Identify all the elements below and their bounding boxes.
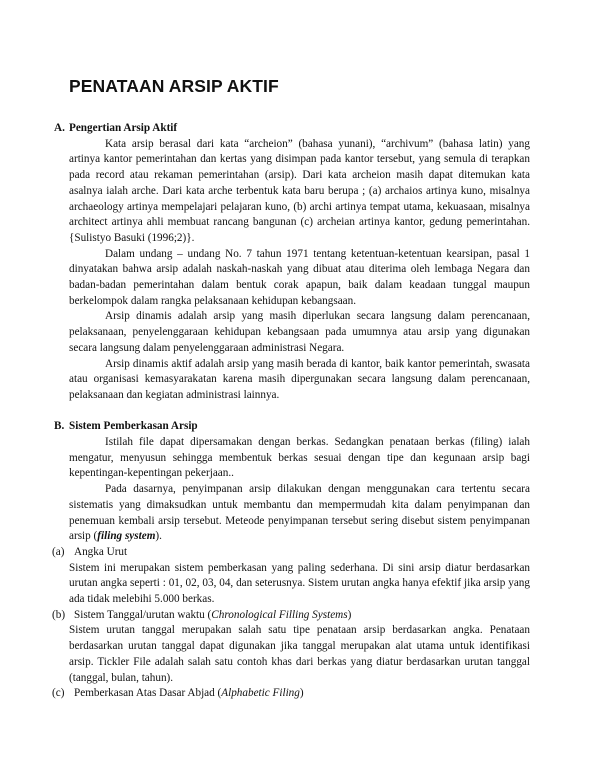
list-item-c-label: (c) xyxy=(52,687,65,700)
section-spacer xyxy=(69,404,530,420)
section-b-number: B. xyxy=(54,420,65,433)
section-a-heading xyxy=(54,121,530,137)
list-item-c-title-text: Pemberkasan Atas Dasar Abjad ( xyxy=(74,687,222,700)
list-item-b-title-end: ) xyxy=(347,608,352,621)
section-a-paragraph-1: Kata arsip berasal dari kata “archeion” (bahasa yunani), “archivum” (bahasa latin) yang artinya kantor pemerintahan dan kertas yang disimpan pada kantor tersebut, yang semula di terapkan pada record atau rekaman pemerintahan (arsip). Dari kata archeion masih dapat ditemukan kata asalnya ialah arche. Dari kata arche terbentuk kata baru berupa ; (a) archaios artinya kuno, misalnya archaeology artinya mempelajari pelajaran kuno, (b) archi artinya tempat utama, kekuasaan, misalnya architect artinya ahli membuat rancang bangunan (c) archeian artinya kantor, gedung pemerintahan. {Sulistyo Basuki (1996;2)}. xyxy=(69,137,530,244)
section-a-paragraph-4: Arsip dinamis aktif adalah arsip yang masih berada di kantor, baik kantor pemerintah, swasata atau organisasi kemasyarakatan karena masih dipergunakan secara langsung dalam perencanaan, pelaksanaan dan kegiatan administrasi lainnya. xyxy=(69,357,530,401)
list-item-b-title xyxy=(74,608,351,624)
list-item-b-heading xyxy=(52,608,530,624)
list-item-a-body: Sistem ini merupakan sistem pemberkasan yang paling sederhana. Di sini arsip diatur berdasarkan urutan angka seperti : 01, 02, 03, 04, dan seterusnya. Sistem urutan angka hanya efektif jika arsip yang ada tidak melebihi 5.000 berkas. xyxy=(69,561,530,606)
section-b-paragraph-2-end: ). xyxy=(155,530,162,543)
list-item-a-title: Angka Urut xyxy=(74,545,128,558)
section-a-title: Pengertian Arsip Aktif xyxy=(69,122,178,134)
filing-system-term: filing system xyxy=(97,530,156,543)
section-a-paragraph-3: Arsip dinamis adalah arsip yang masih diperlukan secara langsung dalam perencanaan, pelaksanaan, penyelenggaraan kehidupan kebangsaan pada umumnya atau arsip yang digunakan secara langsung dalam penyelenggaraan administrasi Negara. xyxy=(69,310,530,354)
section-b-title: Sistem Pemberkasan Arsip xyxy=(69,420,198,433)
list-item-c-title xyxy=(74,686,304,702)
section-b-paragraph-1: Istilah file dapat dipersamakan dengan berkas. Sedangkan penataan berkas (filing) ialah mengatur, menyusun sehingga membentuk berkas sesuai dengan tipe dan kegunaan arsip bagi kepentingan-kepentingan pekerjaan.. xyxy=(69,436,530,480)
list-item-b-term: Chronological Filling Systems xyxy=(211,608,348,621)
section-b-heading xyxy=(54,419,530,435)
section-a-paragraph-2: Dalam undang – undang No. 7 tahun 1971 tentang ketentuan-ketentuan kearsipan, pasal 1 dinyatakan bahwa arsip adalah naskah-naskah yang dibuat atau diterima oleh lembaga Negara dan badan-badan pemerintahan dalam bentuk corak apapun, baik dalam keadaan tunggal maupun berkelompok dalam rangka pelaksanaan kehidupan kebangsaan. xyxy=(69,247,530,307)
list-item-c-title-end: ) xyxy=(299,687,304,700)
page-title: PENATAAN ARSIP AKTIF xyxy=(69,76,279,96)
list-item-a-heading xyxy=(52,545,530,561)
list-item-b-body: Sistem urutan tanggal merupakan salah satu tipe penataan arsip berdasarkan angka. Penataan berdasarkan urutan tanggal dapat digunakan jika tanggal merupakan alat utama untuk identifikasi arsip. Tickler File adalah salah satu contoh khas dari berkas yang diatur berdasarkan urutan tanggal (tanggal, bulan, tahun). xyxy=(69,624,530,684)
list-item-a-label: (a) xyxy=(52,545,65,558)
list-item-c-term: Alphabetic Filing xyxy=(221,687,300,700)
list-item-b-label: (b) xyxy=(52,608,66,621)
list-item-c-heading xyxy=(52,686,530,702)
document-body xyxy=(52,121,530,702)
list-item-b-title-text: Sistem Tanggal/urutan waktu ( xyxy=(74,608,212,621)
section-a-number: A. xyxy=(54,122,65,134)
section-b-paragraph-2-text: Pada dasarnya, penyimpanan arsip dilakukan dengan menggunakan cara tertentu secara sistematis yang dimaksudkan untuk membantu dan mempermudah kita dalam penyimpanan dan penemuan kembali arsip tersebut. Meteode penyimpanan tersebut sering disebut sistem penyimpanan arsip ( xyxy=(69,483,530,543)
section-b-paragraph-2 xyxy=(69,482,530,545)
